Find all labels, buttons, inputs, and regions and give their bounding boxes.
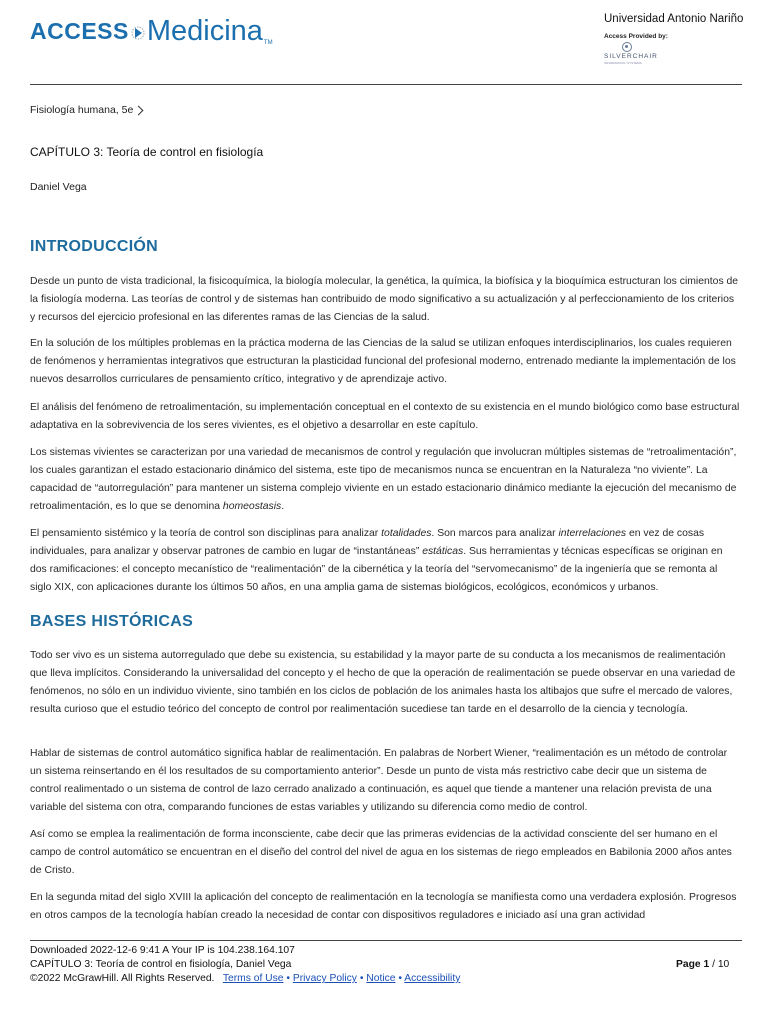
paragraph: Así como se emplea la realimentación de forma inconsciente, cabe decir que las primeras evidencias de la actividad consciente del ser humano en el campo de control automático se encuentran en el diseño del control del nivel de agua en los sistemas de riego empleados en Babilonia 2000 años antes de Cristo. <box>30 829 732 876</box>
footer-divider <box>30 940 742 941</box>
italic-term: estáticas <box>422 546 464 557</box>
paragraph <box>30 525 740 597</box>
chevron-right-icon <box>134 105 144 115</box>
italic-term: homeostasis <box>222 501 282 512</box>
paragraph: Hablar de sistemas de control automático significa hablar de realimentación. En palabras de Norbert Wiener, “realimentación es un método de controlar un sistema reinsertando en él los resultados de su comportamiento anterior”. Desde un punto de vista más restrictivo cabe decir que un sistema de control realimentado o un sistema de control de lazo cerrado analizado a continuación, es aquel que tiende a mantener una relación prevista de una variable del sistema con otra, comparando funciones de estas variables y utilizando su diferencia como medio de control. <box>30 748 728 813</box>
page-current: 1 <box>703 959 710 970</box>
paragraph-text: . <box>281 501 285 512</box>
page-indicator <box>676 959 729 970</box>
accessmedicina-logo[interactable] <box>30 14 273 48</box>
silverchair-emblem-icon <box>622 42 632 52</box>
logo-medicina-text: Medicina <box>146 15 263 47</box>
paragraph: El análisis del fenómeno de retroalimentación, su implementación conceptual en el contexto de su existencia en el mundo biológico como base estructural adaptativa en la sobrevivencia de los seres vivientes, es el objetivo a desarrollar en este capítulo. <box>30 402 740 431</box>
italic-term: interrelaciones <box>558 528 627 539</box>
paragraph <box>30 444 740 516</box>
paragraph: En la segunda mitad del siglo XVIII la aplicación del concepto de realimentación en la tecnología se manifiesta como una verdadera explosión. Progresos en otros campos de la tecnología habían creado la necesidad de contar con dispositivos reguladores e iniciado así una gran actividad <box>30 892 737 921</box>
section-heading-introduccion: INTRODUCCIÓN <box>30 238 159 255</box>
logo-arrow-icon <box>131 22 145 44</box>
download-info: Downloaded 2022-12-6 9:41 A Your IP is 104.238.164.107 <box>30 945 295 956</box>
breadcrumb[interactable] <box>30 104 142 116</box>
paragraph-text: El pensamiento sistémico y la teoría de control son disciplinas para analizar <box>30 528 382 539</box>
page-total: / 10 <box>712 959 730 970</box>
breadcrumb-book-title[interactable]: Fisiología humana, 5e <box>30 104 134 116</box>
logo-access-text: ACCESS <box>30 18 129 44</box>
access-provided-label: Access Provided by: <box>604 33 668 40</box>
silverchair-tagline: INFORMATION / SYSTEMS <box>604 61 642 65</box>
chapter-title: CAPÍTULO 3: Teoría de control en fisiología <box>30 145 264 159</box>
silverchair-logo <box>604 42 684 65</box>
paragraph: Desde un punto de vista tradicional, la fisicoquímica, la biología molecular, la genética, la química, la biofísica y la bioquímica estructuran los cimientos de la fisiología moderna. Las teorías de control y de sistemas han contribuido de modo significativo a su actualización y al perfeccionamiento de los criterios y recursos del ejercicio profesional en las diferentes ramas de las Ciencias de la salud. <box>30 276 739 323</box>
page-footer <box>30 944 460 986</box>
citation-line: CAPÍTULO 3: Teoría de control en fisiología, Daniel Vega <box>30 959 292 970</box>
terms-of-use-link[interactable]: Terms of Use <box>222 973 284 984</box>
copyright-text: ©2022 McGrawHill. All Rights Reserved. <box>30 973 215 984</box>
paragraph-text: Los sistemas vivientes se caracterizan por una variedad de mecanismos de control y regulación que involucran múltiples sistemas de “retroalimentación”, los cuales garantizan el estado estacionario dinámico del sistema, este tipo de mecanismos nunca se encuentran en la Naturaleza “no viviente”. La capacidad de “autorregulación” para mantener un sistema complejo viviente en un estado estacionario dinámico mediante la ejecución del mecanismo de retroalimentación, es lo que se denomina <box>30 447 737 512</box>
section-heading-bases-historicas: BASES HISTÓRICAS <box>30 613 194 630</box>
paragraph-text: en vez de cosas individuales, para analizar y observar patrones de cambio en lugar de “instantáneas” <box>30 528 705 557</box>
link-separator: • <box>398 973 402 984</box>
header-divider <box>30 84 742 85</box>
page-label: Page <box>676 959 701 970</box>
notice-link[interactable]: Notice <box>366 973 396 984</box>
paragraph: Todo ser vivo es un sistema autorregulado que debe su existencia, su estabilidad y la mayor parte de su conducta a los mecanismos de realimentación que lleva implícitos. Considerando la universalidad del concepto y el hecho de que la operación de realimentación se puede observar en una variedad de fenómenos, no sólo en un individuo viviente, sino también en los ciclos de población de los animales hasta los altibajos que sufre el mercado de valores, resulta curioso que el estudio teórico del concepto de control por realimentación sucediese tan tarde en el desarrollo de la ciencia y tecnología. <box>30 650 736 715</box>
italic-term: totalidades <box>381 528 432 539</box>
paragraph: En la solución de los múltiples problemas en la práctica moderna de las Ciencias de la salud se utilizan enfoques interdisciplinarios, los cuales requieren de fenómenos y herramientas integrativos que estructuran la plasticidad funcional del profesional moderno, entrenado mediante la implementación de los nuevos desarrollos curriculares de pensamiento crítico, integrativo y de aprendizaje activo. <box>30 338 736 385</box>
accessibility-link[interactable]: Accessibility <box>404 973 461 984</box>
institution-name: Universidad Antonio Nariño <box>604 13 744 25</box>
author-name: Daniel Vega <box>30 181 87 193</box>
link-separator: • <box>286 973 290 984</box>
link-separator: • <box>359 973 364 984</box>
paragraph-text: . Sus herramientas y técnicas específicas se originan en dos ramificaciones: el concepto mecanístico de “realimentación” de la cibernética y la teoría del “servomecanismo” de la ingeniería que se remonta al siglo XIX, con aplicaciones durante los últimos 50 años, en una amplia gama de sistemas biológicos, ecológicos, económicos y urbanos. <box>30 546 723 593</box>
silverchair-name: SILVERCHAIR <box>604 53 658 60</box>
privacy-policy-link[interactable]: Privacy Policy <box>292 973 357 984</box>
page-header <box>0 0 768 85</box>
footer-links-line <box>30 972 460 986</box>
logo-trademark: TM <box>263 40 273 46</box>
paragraph-text: . Son marcos para analizar <box>431 528 559 539</box>
